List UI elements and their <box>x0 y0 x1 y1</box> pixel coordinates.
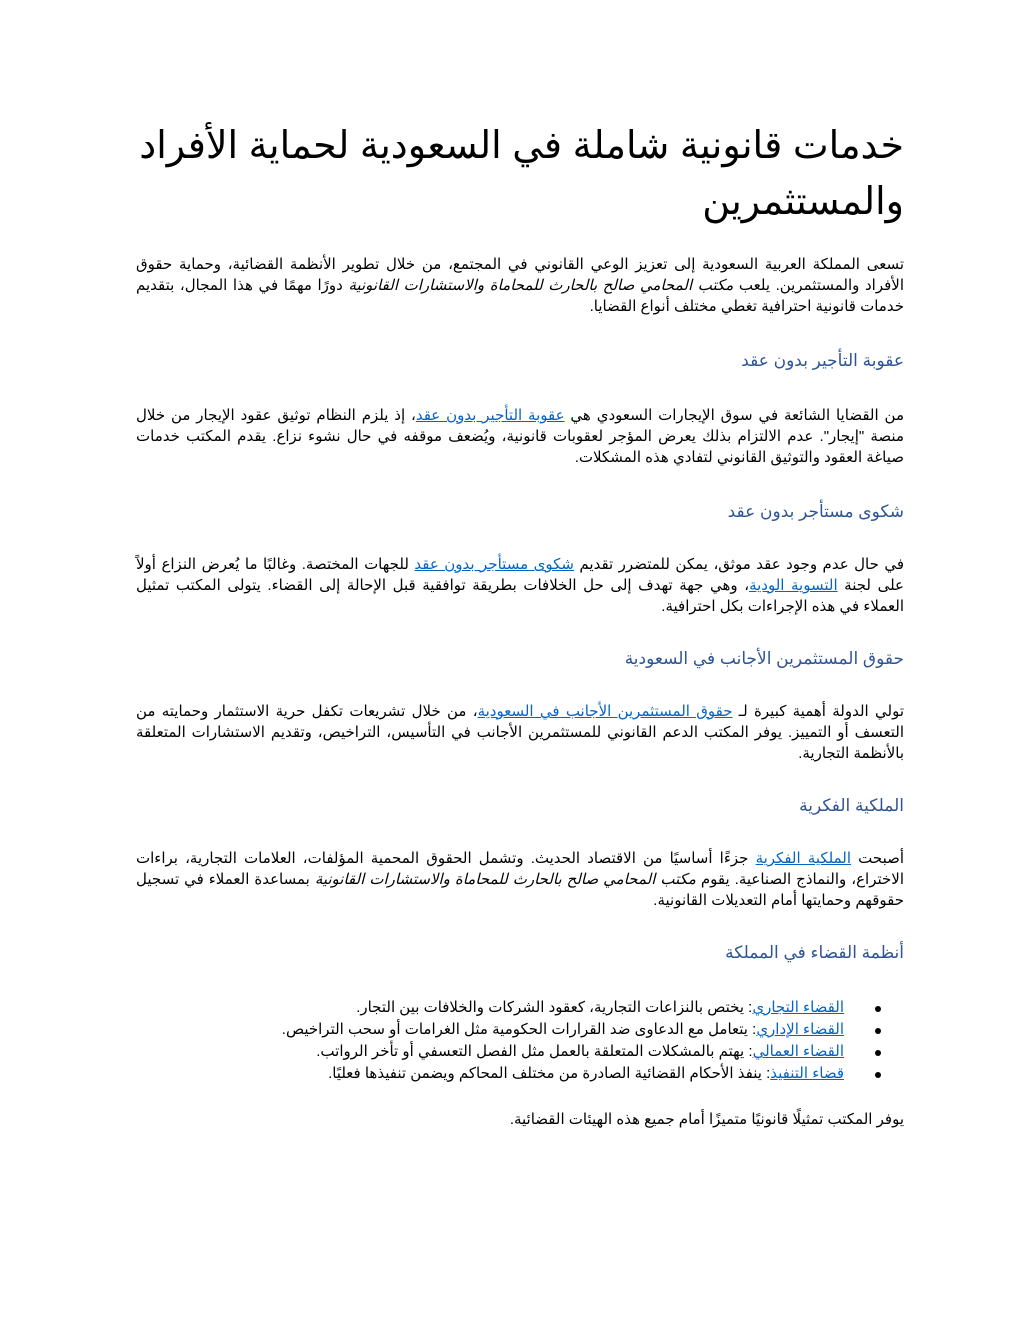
court-types-list <box>136 997 904 1085</box>
ip-text-end: بمساعدة العملاء في تسجيل حقوقهم وحمايتها أمام التعديلات القانونية. <box>136 871 904 909</box>
ip-text-middle: جزءًا أساسيًا من الاقتصاد الحديث. وتشمل الحقوق المحمية المؤلفات، العلامات التجارية، براءات الاختراع، والنماذج الصناعية. يقوم <box>136 850 904 888</box>
rent-penalty-text-end: ، إذ يلزم النظام توثيق عقود الإيجار من خلال منصة "إيجار". عدم الالتزام بذلك يعرض المؤجر لعقوبات قانونية، ويُضعف موقفه في حال نشوء نزاع. يقدم المكتب خدمات صياغة العقود والتوثيق القانوني لتفادي هذه المشكلات. <box>136 407 904 466</box>
amicable-settlement-link[interactable]: التسوية الودية <box>749 577 838 594</box>
administrative-court-link[interactable]: القضاء الإداري <box>756 1021 844 1038</box>
heading-rent-without-contract-penalty: عقوبة التأجير بدون عقد <box>741 351 904 370</box>
list-item-text: : يتعامل مع الدعاوى ضد القرارات الحكومية مثل الغرامات أو سحب التراخيص. <box>281 1021 757 1038</box>
investor-rights-text-end: ، من خلال تشريعات تكفل حرية الاستثمار وحمايته من التعسف أو التمييز. يوفر المكتب الدعم القانوني للمستثمرين الأجانب في التأسيس، التراخيص، وتقديم الاستشارات المتعلقة بالأنظمة التجارية. <box>136 703 904 762</box>
closing-paragraph: يوفر المكتب تمثيلًا قانونيًا متميزًا أمام جميع هذه الهيئات القضائية. <box>509 1111 904 1128</box>
rent-penalty-link[interactable]: عقوبة التأجير بدون عقد <box>415 407 565 424</box>
rent-penalty-text-start: من القضايا الشائعة في سوق الإيجارات السعودي هي <box>564 407 904 424</box>
rent-penalty-paragraph <box>136 405 904 468</box>
tenant-complaint-link[interactable]: شكوى مستأجر بدون عقد <box>414 556 574 573</box>
document-page <box>136 118 904 1130</box>
intro-text-start: تسعى المملكة العربية السعودية إلى تعزيز الوعي القانوني في المجتمع، من خلال تطوير الأنظمة القضائية، وحماية حقوق الأفراد والمستثمرين. يلعب <box>136 256 904 294</box>
intellectual-property-link[interactable]: الملكية الفكرية <box>755 850 852 867</box>
heading-intellectual-property: الملكية الفكرية <box>799 796 904 815</box>
intro-text-end: دورًا مهمًا في هذا المجال، بتقديم خدمات قانونية احترافية تغطي مختلف أنواع القضايا. <box>136 277 904 315</box>
tenant-complaint-text-start: في حال عدم وجود عقد موثق، يمكن للمتضرر تقديم <box>573 556 905 573</box>
intellectual-property-paragraph <box>136 848 904 911</box>
list-item <box>136 1063 844 1085</box>
heading-judicial-systems: أنظمة القضاء في المملكة <box>725 943 904 962</box>
intro-paragraph <box>136 254 904 317</box>
investor-rights-text-start: تولي الدولة أهمية كبيرة لـ <box>732 703 904 720</box>
tenant-complaint-text-end: ، وهي جهة تهدف إلى حل الخلافات بطريقة توافقية قبل الإحالة إلى القضاء. يتولى المكتب تمثيل العملاء في هذه الإجراءات بكل احترافية. <box>136 577 904 615</box>
ip-text-start: أصبحت <box>851 850 904 867</box>
page-title: خدمات قانونية شاملة في السعودية لحماية الأفراد والمستثمرين <box>139 125 904 223</box>
commercial-court-link[interactable]: القضاء التجاري <box>752 999 844 1016</box>
heading-foreign-investor-rights: حقوق المستثمرين الأجانب في السعودية <box>624 649 904 668</box>
law-office-name: مكتب المحامي صالح بالحارث للمحاماة والاستشارات القانونية <box>348 277 734 294</box>
list-item <box>136 1041 844 1063</box>
tenant-complaint-paragraph <box>136 554 904 617</box>
labor-court-link[interactable]: القضاء العمالي <box>752 1043 844 1060</box>
list-item-text: : يهتم بالمشكلات المتعلقة بالعمل مثل الفصل التعسفي أو تأخر الرواتب. <box>316 1043 753 1060</box>
law-office-name: مكتب المحامي صالح بالحارث للمحاماة والاستشارات القانونية <box>314 871 696 888</box>
tenant-complaint-text-middle: للجهات المختصة. وغالبًا ما يُعرض النزاع أولاً على لجنة <box>136 556 904 594</box>
list-item-text: : يختص بالنزاعات التجارية، كعقود الشركات والخلافات بين التجار. <box>356 999 753 1016</box>
enforcement-court-link[interactable]: قضاء التنفيذ <box>770 1065 844 1082</box>
list-item-text: : ينفذ الأحكام القضائية الصادرة من مختلف المحاكم ويضمن تنفيذها فعليًا. <box>328 1065 771 1082</box>
investor-rights-paragraph <box>136 701 904 764</box>
investor-rights-link[interactable]: حقوق المستثمرين الأجانب في السعودية <box>477 703 733 720</box>
heading-tenant-complaint: شكوى مستأجر بدون عقد <box>727 502 904 521</box>
list-item <box>136 1019 844 1041</box>
list-item <box>136 997 844 1019</box>
